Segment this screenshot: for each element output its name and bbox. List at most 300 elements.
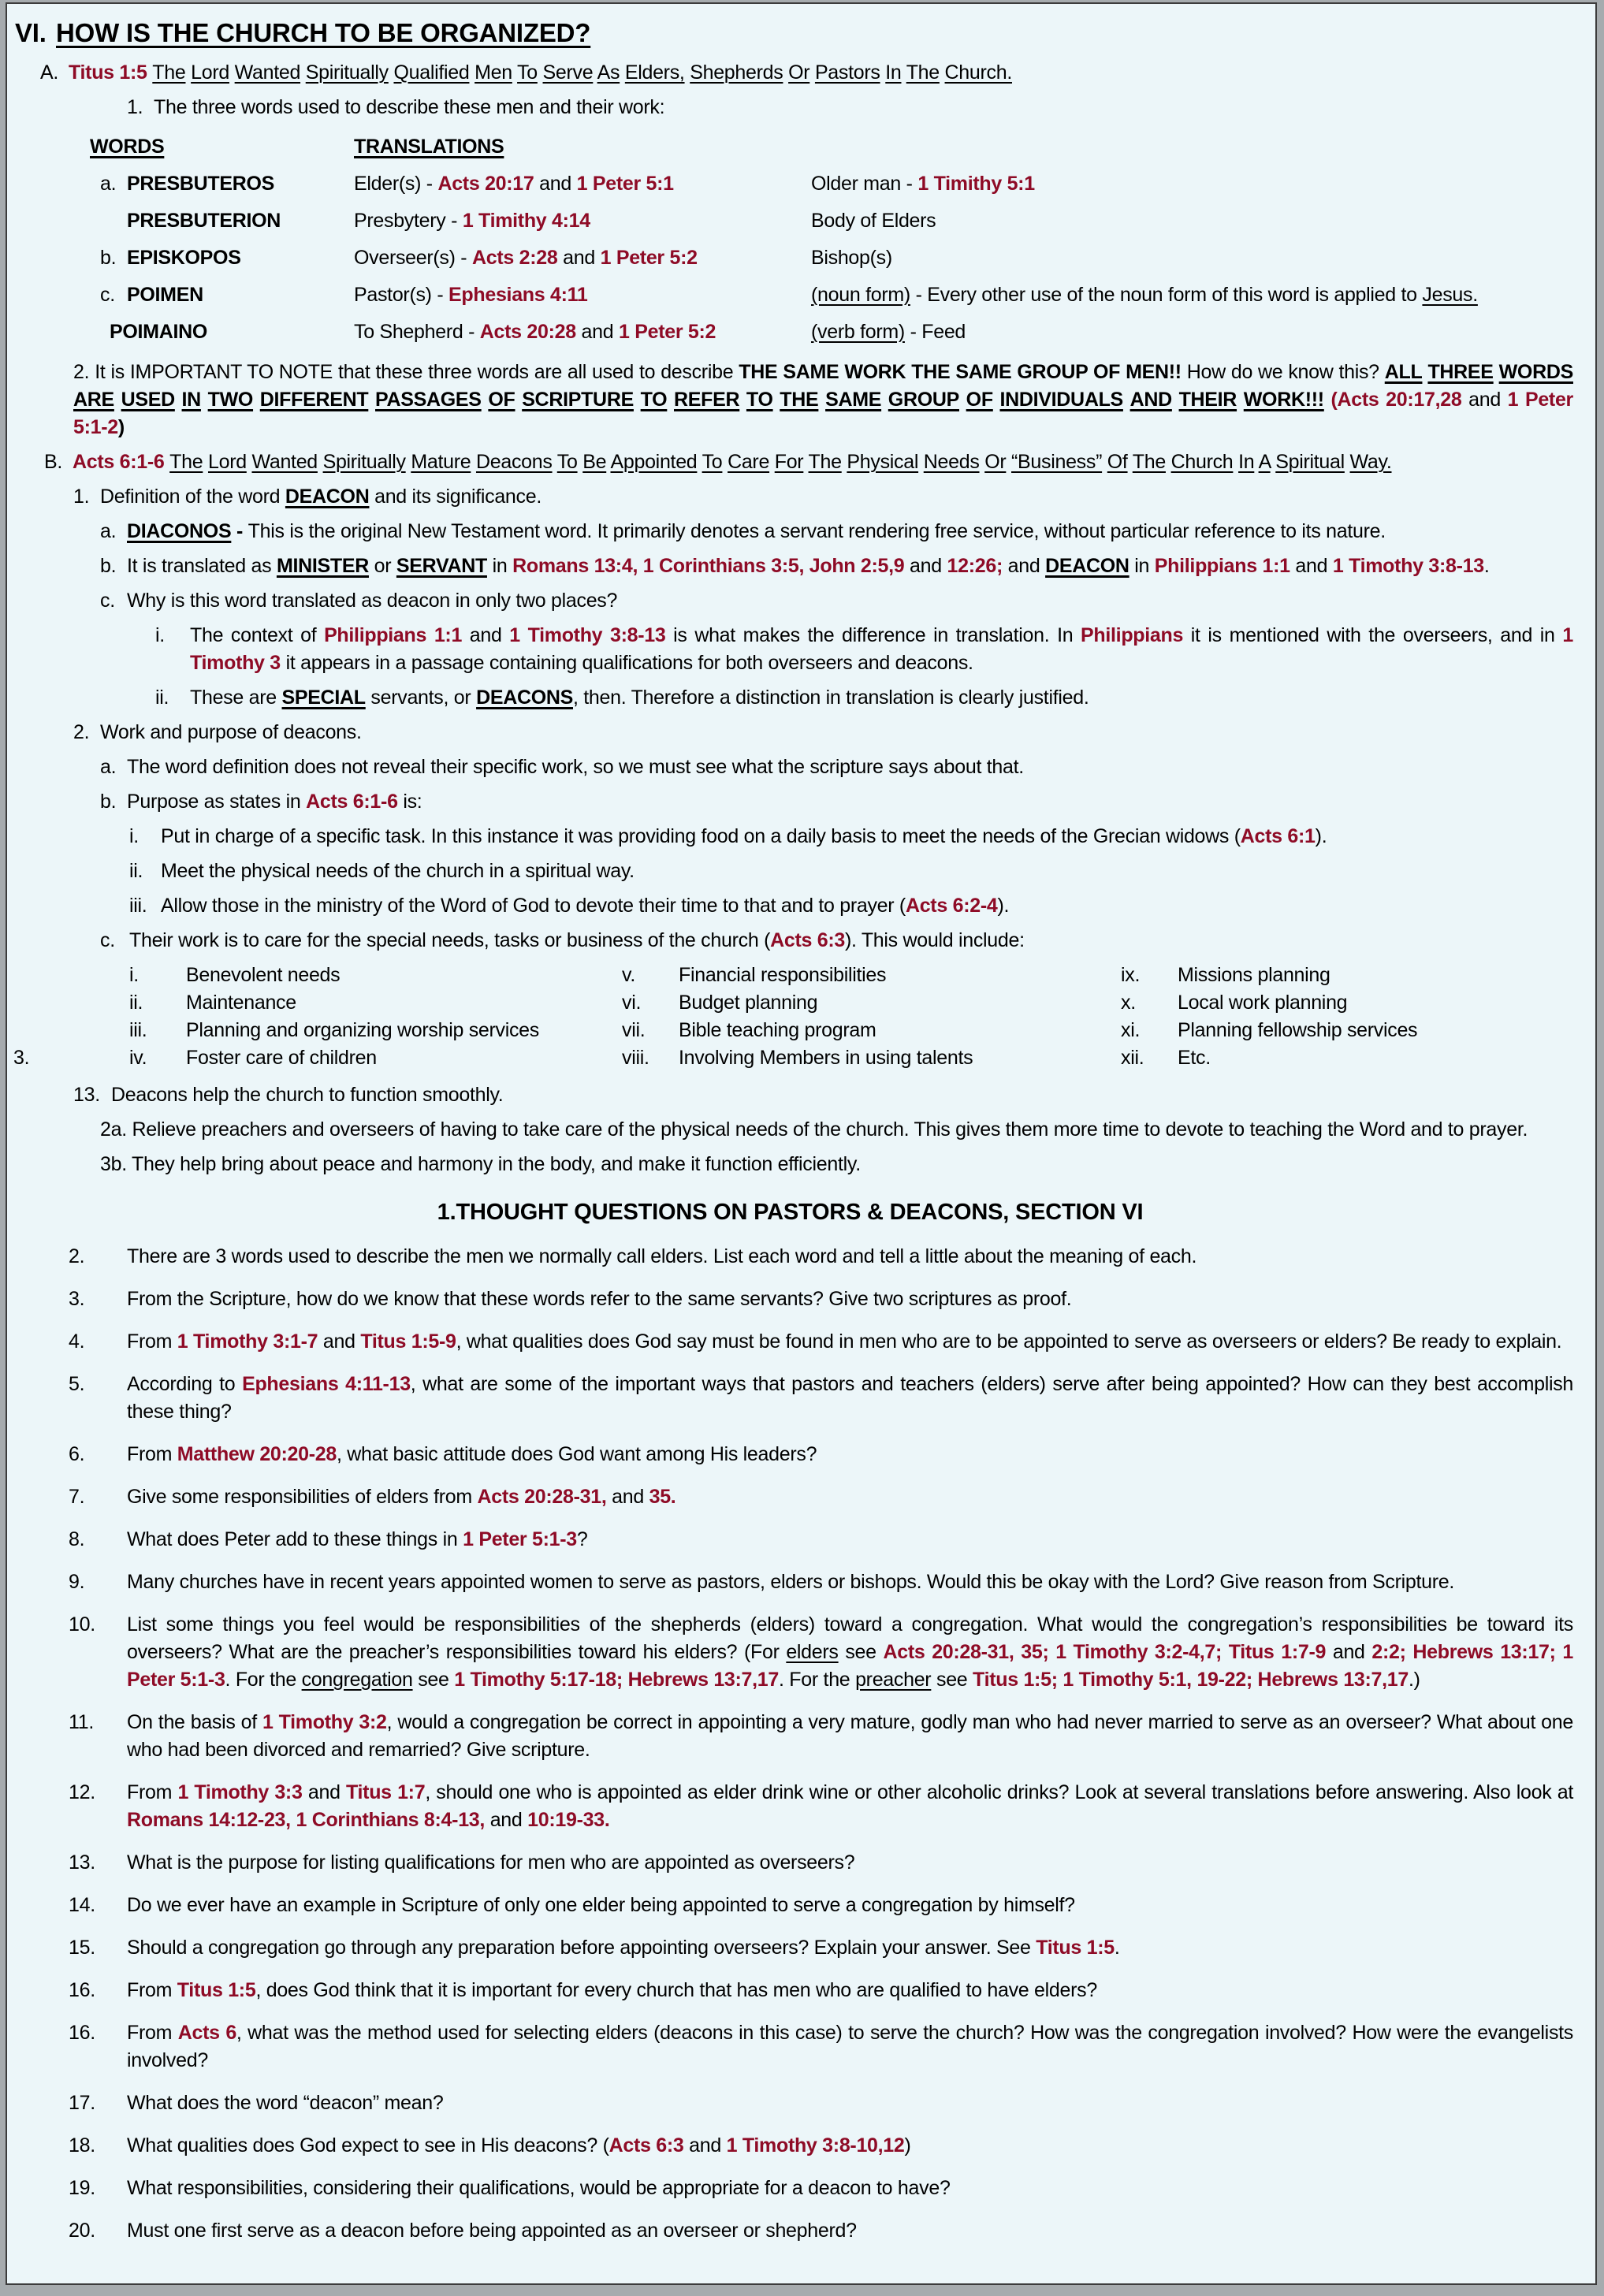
underlined-word: Or: [788, 61, 810, 84]
list-marker: 17.: [69, 2092, 95, 2114]
list-marker: 13.: [73, 1084, 100, 1106]
text-segment: . For the: [225, 1669, 302, 1691]
scripture-reference: 1 Peter 5:1-3: [463, 1528, 577, 1550]
scripture-reference: Ephesians 4:11-13: [242, 1373, 411, 1395]
duty-item: [622, 1017, 1121, 1044]
text-segment: According to: [127, 1373, 243, 1395]
document-page: [6, 2, 1597, 2285]
scripture-reference: Acts 6:3: [608, 2134, 684, 2156]
scripture-reference: 1 Timothy 3:8-10,12: [726, 2134, 905, 2156]
underlined-word: Spiritually: [322, 451, 406, 473]
underlined-word: OF: [488, 389, 515, 411]
underlined-word: Mature: [411, 451, 471, 473]
duty-label: Planning and organizing worship services: [186, 1019, 539, 1041]
text-segment: ): [117, 416, 125, 438]
underlined-word: THEIR: [1178, 389, 1237, 411]
notes-cell: [811, 281, 1573, 309]
text-segment: ): [904, 2134, 911, 2156]
underlined-word: In: [1238, 451, 1255, 473]
text-segment: What is the purpose for listing qualifications for men who are appointed as overseers?: [127, 1851, 855, 1874]
text-segment: is what makes the difference in translation. In: [665, 624, 1081, 646]
text-segment: see: [412, 1669, 455, 1691]
paragraph: [100, 1116, 1573, 1144]
notes-cell: [811, 244, 1573, 272]
text-segment: DIACONOS: [127, 520, 232, 542]
translation-cell: [354, 170, 811, 198]
paragraph: [129, 858, 1573, 885]
text-segment: see: [838, 1641, 884, 1663]
notes-cell: [811, 318, 1573, 346]
text-segment: , what was the method used for selecting elders (deacons in this case) to serve the church? How was the congregation involved? How were the evangelists involved?: [127, 2022, 1573, 2071]
duty-item: [1121, 962, 1573, 989]
scripture-reference: 1 Timothy 3:8-13: [509, 624, 666, 646]
text-segment: Elder(s) -: [354, 173, 438, 195]
scripture-reference: 1 Timothy 3:3: [177, 1781, 303, 1803]
table-row: [90, 314, 1573, 351]
text-segment: Pastor(s) -: [354, 284, 449, 306]
text-segment: DEACON: [285, 486, 370, 508]
duties-column: [1121, 962, 1573, 1072]
scripture-reference: 1 Peter 5:2: [600, 247, 698, 269]
question-item: [69, 1328, 1573, 1356]
underlined-word: USED: [121, 389, 175, 411]
underlined-word: OF: [966, 389, 993, 411]
paragraph: [40, 59, 1573, 87]
text-segment: in: [486, 555, 513, 577]
underlined-word: THE: [780, 389, 819, 411]
row-marker: a.: [100, 173, 117, 195]
question-item: [69, 2132, 1573, 2160]
list-marker: 4.: [69, 1330, 85, 1353]
scripture-reference: Philippians 1:1: [324, 624, 463, 646]
text-segment: This is the original New Testament word. It primarily denotes a servant rendering free service, without particular reference to its nature.: [247, 520, 1386, 542]
question-item: [69, 1371, 1574, 1426]
underlined-word: Or: [984, 451, 1007, 473]
underlined-word: The: [906, 61, 940, 84]
translation-cell: [354, 207, 811, 235]
text-segment: Many churches have in recent years appointed women to serve as pastors, elders or bishops. Would this be okay with the Lord? Give reason from Scripture.: [127, 1571, 1454, 1593]
underlined-word: Way.: [1349, 451, 1392, 473]
text-segment: .): [1409, 1669, 1420, 1691]
list-marker: ii.: [155, 687, 169, 709]
underlined-word: TO: [640, 389, 668, 411]
question-item: [69, 1779, 1573, 1834]
text-segment: , what basic attitude does God want among His leaders?: [337, 1443, 817, 1465]
underlined-word: Serve: [542, 61, 594, 84]
text-segment: and: [318, 1330, 361, 1353]
scripture-reference: 1 Peter 5:1: [576, 173, 674, 195]
text-segment: and: [1461, 389, 1508, 411]
text-segment: preacher: [855, 1669, 932, 1691]
table-row: [90, 203, 1573, 240]
duty-item: [622, 962, 1121, 989]
scripture-reference: 12:26;: [947, 555, 1003, 577]
underlined-word: The: [1132, 451, 1166, 473]
text-segment: - Every other use of the noun form of this word is applied to: [910, 284, 1423, 306]
paragraph: [100, 788, 1573, 816]
duty-item: [1121, 1044, 1573, 1072]
text-segment: TRANSLATIONS: [354, 136, 504, 158]
text-segment: see: [931, 1669, 973, 1691]
list-marker: a.: [100, 520, 117, 542]
text-segment: (noun form): [811, 284, 910, 306]
question-item: [69, 1611, 1573, 1694]
text-segment: 3b. They help bring about peace and harmony in the body, and make it function efficiently.: [100, 1153, 861, 1175]
text-segment: .: [1114, 1937, 1120, 1959]
underlined-word: The: [169, 451, 203, 473]
text-segment: What responsibilities, considering their qualifications, would be appropriate for a deacon to have?: [127, 2177, 951, 2199]
text-segment: it appears in a passage containing qualifications for both overseers and deacons.: [280, 652, 973, 674]
list-marker: xi.: [1121, 1019, 1141, 1041]
words-translations-table: [90, 128, 1573, 351]
text-segment: MINISTER: [276, 555, 369, 577]
text-segment: From: [127, 1330, 177, 1353]
underlined-word: TWO: [207, 389, 254, 411]
text-segment: , does God think that it is important for every church that has men who are qualified to have elders?: [255, 1979, 1097, 2001]
text-segment: What qualities does God expect to see in His deacons? (: [127, 2134, 609, 2156]
text-segment: , should one who is appointed as elder drink wine or other alcoholic drinks? Look at several translations before answering. Also look at: [425, 1781, 1573, 1803]
scripture-reference: Acts 6:1-6: [306, 791, 398, 813]
underlined-word: Appointed: [610, 451, 698, 473]
list-marker: viii.: [622, 1047, 649, 1069]
scripture-reference: Acts 6:1-6: [73, 451, 170, 473]
list-marker: vi.: [622, 992, 642, 1014]
underlined-word: WORDS: [1498, 361, 1573, 383]
underlined-word: AND: [1129, 389, 1172, 411]
underlined-word: “Business”: [1011, 451, 1103, 473]
scripture-reference: 1 Timithy 4:14: [462, 210, 590, 232]
text-segment: ?: [576, 1528, 588, 1550]
text-segment: The three words used to describe these men and their work:: [154, 96, 665, 118]
underlined-word: Physical: [847, 451, 919, 473]
text-segment: WORDS: [90, 136, 165, 158]
underlined-word: Wanted: [251, 451, 318, 473]
paragraph: [100, 518, 1573, 545]
paragraph: [100, 754, 1573, 781]
scripture-reference: Acts 20:17: [437, 173, 534, 195]
list-marker: ix.: [1121, 964, 1141, 986]
scripture-reference: 1 Timothy 3:1-7: [177, 1330, 318, 1353]
duty-label: Foster care of children: [186, 1047, 377, 1069]
duties-column: [129, 962, 622, 1072]
underlined-word: TO: [746, 389, 773, 411]
text-segment: Older man -: [811, 173, 918, 195]
text-segment: Overseer(s) -: [354, 247, 472, 269]
scripture-reference: Philippians: [1081, 624, 1184, 646]
text-segment: congregation: [301, 1669, 413, 1691]
words-cell: [90, 170, 354, 198]
list-marker: 12.: [69, 1781, 95, 1803]
text-segment: Bishop(s): [811, 247, 892, 269]
scripture-reference: (Acts 20:17,28: [1330, 389, 1462, 411]
duty-label: Benevolent needs: [186, 964, 341, 986]
text-segment: .: [1483, 555, 1490, 577]
words-cell: [90, 244, 354, 272]
list-marker: 20.: [69, 2220, 95, 2242]
scripture-reference: 1 Timothy 3:2: [262, 1711, 387, 1733]
scripture-reference: Acts 6:3: [770, 929, 845, 951]
list-marker: 16.: [69, 1979, 95, 2001]
scripture-reference: 1 Peter 5:1-2: [73, 389, 1573, 438]
question-item: [69, 1934, 1573, 1962]
text-segment: Do we ever have an example in Scripture of only one elder being appointed to serve a congregation by himself?: [127, 1894, 1075, 1916]
list-marker: i.: [129, 964, 139, 986]
underlined-word: To: [517, 61, 538, 84]
text-segment: HOW IS THE CHURCH TO BE ORGANIZED?: [56, 18, 591, 47]
text-segment: and: [302, 1781, 346, 1803]
underlined-word: As: [597, 61, 620, 84]
underlined-word: The: [808, 451, 842, 473]
question-item: [69, 1892, 1573, 1919]
text-segment: THE SAME WORK THE SAME GROUP OF MEN!!: [739, 361, 1182, 383]
question-item: [69, 1568, 1573, 1596]
list-marker: 18.: [69, 2134, 95, 2156]
text-segment: ).: [997, 895, 1010, 917]
text-segment: , then. Therefore a distinction in translation is clearly justified.: [572, 687, 1089, 709]
underlined-word: In: [885, 61, 902, 84]
scripture-reference: 1 Timothy 3: [190, 624, 1573, 674]
scripture-reference: Titus 1:7: [346, 1781, 426, 1803]
underlined-word: Church: [1170, 451, 1234, 473]
underlined-word: Needs: [923, 451, 980, 473]
list-marker: 1.: [127, 96, 143, 118]
scripture-reference: 1 Timothy 3:8-13: [1332, 555, 1484, 577]
text-segment: From: [127, 1979, 177, 2001]
scripture-reference: Acts 20:28-31, 35; 1 Timothy 3:2-4,7; Titus 1:7-9: [883, 1641, 1327, 1663]
text-segment: To Shepherd -: [354, 321, 480, 343]
underlined-word: INDIVIDUALS: [999, 389, 1123, 411]
duty-label: Maintenance: [186, 992, 296, 1014]
list-marker: ii.: [129, 860, 143, 882]
duty-label: Etc.: [1178, 1047, 1211, 1069]
duty-item: [129, 1044, 622, 1072]
paragraph: [73, 359, 1573, 441]
text-segment: PRESBUTERION: [127, 210, 281, 232]
list-marker: 2.: [69, 1245, 85, 1267]
underlined-word: Care: [728, 451, 770, 473]
scripture-reference: Acts 6:2-4: [905, 895, 998, 917]
scripture-reference: 35.: [649, 1486, 676, 1508]
text-segment: and: [1290, 555, 1333, 577]
underlined-word: IN: [181, 389, 201, 411]
text-segment: - Feed: [904, 321, 966, 343]
text-segment: -: [231, 520, 248, 542]
table-row: [90, 166, 1573, 203]
duty-item: [1121, 1017, 1573, 1044]
underlined-word: Qualified: [393, 61, 470, 84]
text-segment: On the basis of: [127, 1711, 262, 1733]
page-title: [15, 15, 1573, 51]
paragraph: [155, 684, 1573, 712]
underlined-word: Men: [475, 61, 512, 84]
question-item: [69, 2019, 1573, 2075]
question-item: [69, 1286, 1573, 1313]
text-segment: and its significance.: [369, 486, 541, 508]
text-segment: (verb form): [811, 321, 905, 343]
underlined-word: Elders,: [624, 61, 685, 84]
list-marker: 14.: [69, 1894, 95, 1916]
list-marker: iii.: [129, 1019, 147, 1041]
duty-label: Local work planning: [1178, 992, 1348, 1014]
duty-item: [1121, 989, 1573, 1017]
text-segment: There are 3 words used to describe the men we normally call elders. List each word and tell a little about the meaning of each.: [127, 1245, 1197, 1267]
scripture-reference: Matthew 20:20-28: [177, 1443, 337, 1465]
duty-label: Bible teaching program: [679, 1019, 876, 1041]
text-segment: and: [534, 173, 577, 195]
thought-questions-heading: [7, 1197, 1573, 1227]
text-segment: and: [557, 247, 601, 269]
translation-cell: [354, 281, 811, 309]
question-item: [69, 2175, 1573, 2202]
list-marker: 8.: [69, 1528, 85, 1550]
list-marker: ii.: [129, 992, 143, 1014]
text-segment: Definition of the word: [100, 486, 285, 508]
table-header-row: [90, 128, 1573, 166]
text-segment: These are: [190, 687, 282, 709]
scripture-reference: Titus 1:5-9: [360, 1330, 456, 1353]
text-segment: . For the: [779, 1669, 856, 1691]
list-marker: 9.: [69, 1571, 85, 1593]
paragraph: [100, 1151, 1573, 1178]
text-segment: and: [462, 624, 510, 646]
underlined-word: ARE: [73, 389, 114, 411]
underlined-word: REFER: [674, 389, 740, 411]
underlined-word: GROUP: [888, 389, 959, 411]
text-segment: Jesus.: [1422, 284, 1478, 306]
paragraph: [155, 622, 1573, 677]
question-item: [69, 2217, 1573, 2245]
underlined-word: Lord: [207, 451, 247, 473]
text-segment: Allow those in the ministry of the Word of God to devote their time to that and to prayer (: [161, 895, 906, 917]
text-segment: What does Peter add to these things in: [127, 1528, 463, 1550]
scripture-reference: Acts 2:28: [471, 247, 558, 269]
list-marker: 11.: [69, 1711, 94, 1733]
question-item: [69, 1441, 1573, 1468]
paragraph: [100, 927, 1573, 954]
list-marker: c.: [100, 590, 115, 612]
list-marker: 15.: [69, 1937, 95, 1959]
question-item: [69, 1977, 1573, 2004]
list-marker: A.: [40, 61, 59, 84]
words-cell: [90, 318, 354, 346]
scripture-reference: Ephesians 4:11: [448, 284, 588, 306]
list-marker: B.: [44, 451, 63, 473]
underlined-word: To: [556, 451, 578, 473]
list-marker: i.: [155, 624, 165, 646]
list-marker: 6.: [69, 1443, 85, 1465]
underlined-word: Spiritual: [1275, 451, 1345, 473]
underlined-word: SAME: [825, 389, 882, 411]
duty-label: Budget planning: [679, 992, 818, 1014]
paragraph: [73, 1081, 1573, 1109]
underlined-word: The: [152, 61, 186, 84]
underlined-word: Church.: [944, 61, 1012, 84]
paragraph: [129, 823, 1573, 850]
underlined-word: For: [774, 451, 804, 473]
text-segment: 2a. Relieve preachers and overseers of having to take care of the physical needs of the church. This gives them more time to devote to teaching the Word and to prayer.: [100, 1118, 1528, 1141]
text-segment: , what qualities does God say must be found in men who are to be appointed to serve as overseers or elders? Be ready to explain.: [456, 1330, 1562, 1353]
underlined-word: DIFFERENT: [259, 389, 369, 411]
text-segment: 2. It is IMPORTANT TO NOTE that these three words are all used to describe: [73, 361, 739, 383]
scripture-reference: 1 Timithy 5:1: [917, 173, 1035, 195]
paragraph: [100, 553, 1573, 580]
scripture-reference: Romans 13:4, 1 Corinthians 3:5, John 2:5,9: [512, 555, 905, 577]
list-marker: 19.: [69, 2177, 95, 2199]
underlined-word: SCRIPTURE: [522, 389, 634, 411]
duty-label: Planning fellowship services: [1178, 1019, 1418, 1041]
text-segment: Put in charge of a specific task. In this instance it was providing food on a daily basis to meet the needs of the Grecian widows (: [161, 825, 1241, 847]
question-item: [69, 2089, 1573, 2117]
list-marker: 1.: [73, 486, 90, 508]
text-segment: From: [127, 2022, 178, 2044]
text-segment: or: [368, 555, 396, 577]
underlined-word: A: [1258, 451, 1271, 473]
paragraph: [73, 719, 1573, 746]
text-segment: , what are some of the important ways that pastors and teachers (elders) serve after being appointed? How can they best accomplish these thing?: [127, 1373, 1574, 1423]
text-segment: PRESBUTEROS: [127, 173, 275, 195]
underlined-word: Be: [582, 451, 607, 473]
text-segment: ).: [1315, 825, 1327, 847]
list-marker: iii.: [129, 895, 147, 917]
question-item: [69, 1243, 1573, 1271]
scripture-reference: Titus 1:5: [69, 61, 153, 84]
table-row: [90, 240, 1573, 277]
row-marker: c.: [100, 284, 115, 306]
question-item: [69, 1709, 1573, 1764]
underlined-word: Shepherds: [690, 61, 783, 84]
notes-cell: [811, 133, 1573, 161]
text-segment: and: [1326, 1641, 1372, 1663]
text-segment: The word definition does not reveal their specific work, so we must see what the scripture says about that.: [127, 756, 1024, 778]
text-segment: Deacons help the church to function smoothly.: [111, 1084, 504, 1106]
text-segment: Should a congregation go through any preparation before appointing overseers? Explain your answer. See: [127, 1937, 1036, 1959]
text-segment: and: [904, 555, 947, 577]
text-segment: From: [127, 1443, 177, 1465]
scripture-reference: Titus 1:5: [1036, 1937, 1115, 1959]
scripture-reference: Titus 1:5; 1 Timothy 5:1, 19-22; Hebrews 13:7,17: [973, 1669, 1409, 1691]
notes-cell: [811, 170, 1573, 198]
paragraph: [73, 483, 1573, 511]
words-cell: [90, 281, 354, 309]
text-segment: and: [485, 1809, 528, 1831]
notes-cell: [811, 207, 1573, 235]
text-segment: POIMAINO: [110, 321, 207, 343]
text-segment: List some things you feel would be responsibilities of the shepherds (elders) toward a congregation. What would the congregation’s responsibilities be toward its overseers? What are the preacher’s responsibilities toward his elders? (For: [127, 1613, 1573, 1663]
underlined-word: Lord: [191, 61, 229, 84]
text-segment: 1.THOUGHT QUESTIONS ON PASTORS & DEACONS, SECTION VI: [437, 1200, 1144, 1225]
list-marker: 5.: [69, 1373, 85, 1395]
scripture-reference: Acts 6: [177, 2022, 236, 2044]
text-segment: Body of Elders: [811, 210, 936, 232]
list-marker: 7.: [69, 1486, 85, 1508]
duty-label: Financial responsibilities: [679, 964, 887, 986]
scripture-reference: Acts 20:28: [479, 321, 576, 343]
text-segment: it is mentioned with the overseers, and in: [1183, 624, 1563, 646]
list-marker: b.: [100, 791, 117, 813]
list-marker: 3.: [69, 1288, 85, 1310]
list-marker: 13.: [69, 1851, 95, 1874]
duties-columns: [13, 962, 1573, 1072]
duty-item: [129, 962, 622, 989]
words-cell: [90, 133, 354, 161]
scripture-reference: Titus 1:5: [177, 1979, 256, 2001]
text-segment: EPISKOPOS: [127, 247, 241, 269]
underlined-word: Wanted: [234, 61, 301, 84]
paragraph: [127, 94, 1573, 121]
text-segment: From the Scripture, how do we know that these words refer to the same servants? Give two scriptures as proof.: [127, 1288, 1072, 1310]
text-segment: Work and purpose of deacons.: [100, 721, 362, 743]
text-segment: servants, or: [365, 687, 477, 709]
